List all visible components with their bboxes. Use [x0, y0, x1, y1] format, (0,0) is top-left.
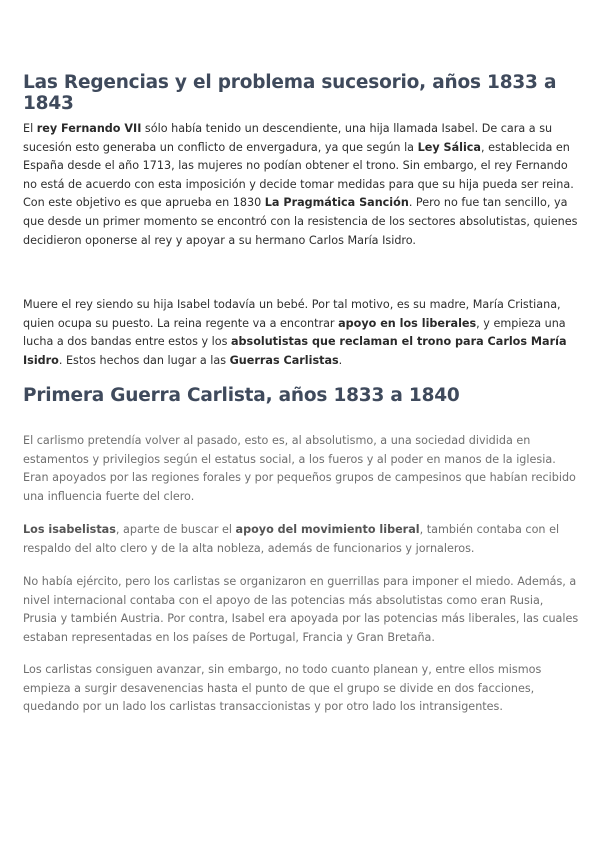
bold-term: apoyo en los liberales: [338, 316, 477, 330]
text-run: Muere el rey siendo su hija Isabel todavía un bebé. Por tal motivo, es su madre, María Cristiana, quien ocupa su puesto. La reina regente va a encontrar: [23, 298, 561, 330]
paragraph-fernando-vii: [23, 120, 579, 250]
bold-term: La Pragmática Sanción: [264, 196, 409, 210]
bold-term: apoyo del movimiento liberal: [235, 523, 420, 536]
bold-term: Guerras Carlistas: [229, 353, 339, 367]
text-run: sólo había tenido un descendiente, una hija llamada Isabel. De cara a su sucesión esto generaba un conflicto de envergadura, ya que según la: [23, 122, 553, 154]
text-run: . Estos hechos dan lugar a las: [58, 353, 230, 367]
bold-term: Los isabelistas: [23, 523, 116, 536]
text-run: .: [338, 353, 343, 367]
section-title-primera-guerra: Primera Guerra Carlista, años 1833 a 1840: [23, 385, 460, 406]
paragraph-muerte-rey: [23, 296, 579, 370]
paragraph-carlismo: El carlismo pretendía volver al pasado, esto es, al absolutismo, a una sociedad dividida en estamentos y privilegios según el estatus social, a los fueros y al poder en manos de la iglesia. Eran apoyados por las regiones forales y por pequeños grupos de campesinos que habían recibido una influencia fuerte del clero.: [23, 434, 576, 503]
text-run: , y empieza una lucha a dos bandas entre estos y los: [23, 316, 566, 349]
paragraph-isabelistas: [23, 521, 579, 558]
paragraph-guerrillas: No había ejército, pero los carlistas se organizaron en guerrillas para imponer el miedo. Además, a nivel internacional contaba con el apoyo de las potencias más absolutistas como eran Rusia, Prusia y también Austria. Por contra, Isabel era apoyada por las potencias más liberales, las cuales estaban representadas en los países de Portugal, Francia y Gran Bretaña.: [23, 575, 579, 644]
text-run: , aparte de buscar el: [115, 523, 236, 536]
bold-term: rey Fernando VII: [36, 122, 142, 135]
text-run: El: [23, 122, 37, 135]
bold-term: absolutistas que reclaman el trono para Carlos María Isidro: [23, 335, 567, 367]
bold-term: Ley Sálica: [417, 140, 481, 154]
text-run: , también contaba con el respaldo del alto clero y de la alta nobleza, además de funcionarios y jornaleros.: [23, 523, 560, 555]
text-run: . Pero no fue tan sencillo, ya que desde un primer momento se encontró con la resistencia de los sectores absolutistas, quienes decidieron oponerse al rey y apoyar a su hermano Carlos María Isidro.: [23, 196, 578, 247]
section-title-regencias: Las Regencias y el problema sucesorio, años 1833 a 1843: [23, 72, 557, 114]
text-run: , establecida en España desde el año 1713, las mujeres no podían obtener el trono. Sin embargo, el rey Fernando no está de acuerdo con esta imposición y decide tomar medidas para que su hija pueda ser reina. Con este objetivo es que aprueba en 1830: [23, 140, 574, 210]
paragraph-facciones: Los carlistas consiguen avanzar, sin embargo, no todo cuanto planean y, entre ellos mismos empieza a surgir desavenencias hasta el punto de que el grupo se divide en dos facciones, quedando por un lado los carlistas transaccionistas y por otro lado los intransigentes.: [23, 663, 542, 714]
